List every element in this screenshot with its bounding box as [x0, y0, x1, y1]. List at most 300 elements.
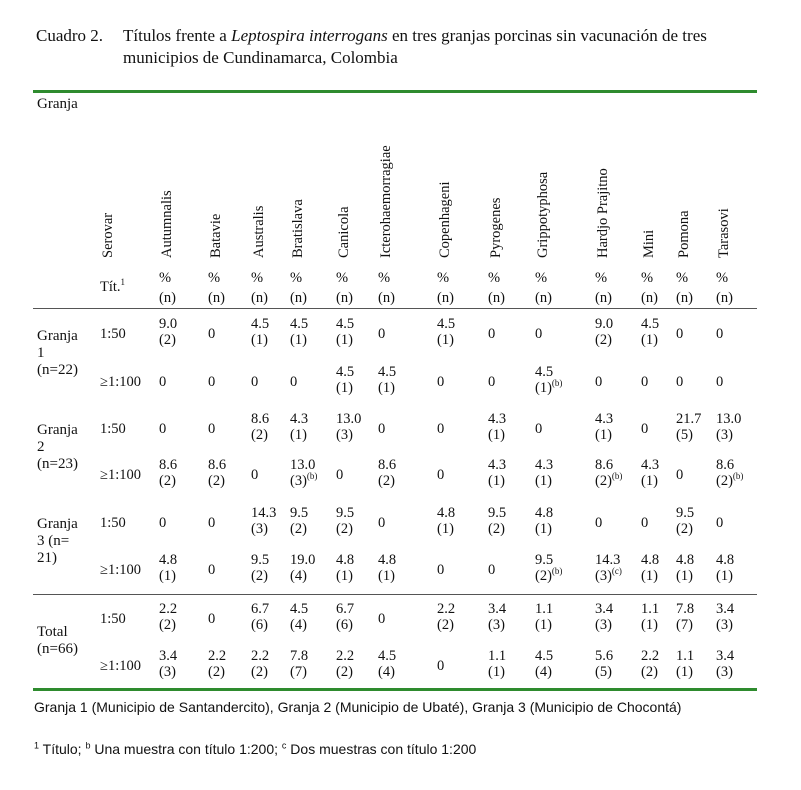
cell-n: $(3)^{(b)}$: [290, 471, 318, 489]
tit-value: ≥1:100: [100, 374, 141, 390]
cell-n: (7): [676, 617, 693, 633]
cell-pct: 1.1: [488, 648, 507, 664]
pct-label: %: [535, 270, 548, 286]
cell-n: (5): [595, 664, 612, 680]
granja-header: Granja: [37, 96, 78, 112]
footnote-c-text: Dos muestras con título 1:200: [286, 741, 477, 757]
table-cell: [208, 648, 226, 680]
cell-n: (1): [488, 473, 505, 489]
table-cell: [437, 562, 444, 578]
table-cell: [595, 411, 613, 443]
cell-n: $(3)^{(c)}$: [595, 566, 622, 584]
cell-pct: 3.4: [488, 601, 507, 617]
table-cell: [251, 648, 269, 680]
cell-pct: 9.0: [159, 316, 178, 332]
cell-n: (3): [336, 427, 353, 443]
cell-n: (4): [535, 664, 552, 680]
cell-n: (1): [159, 568, 176, 584]
cell-pct: 0: [378, 421, 386, 437]
table-cell: [290, 648, 308, 680]
cell-pct: 0: [336, 467, 344, 483]
cell-pct: 0: [676, 326, 684, 342]
table-cell: [676, 505, 694, 537]
cell-pct: 0: [676, 374, 684, 390]
cell-n: (1): [488, 427, 505, 443]
cell-n: (1): [676, 664, 693, 680]
cell-pct: 8.6: [595, 457, 614, 473]
cell-pct: 0: [208, 374, 216, 390]
pct-label: %: [336, 270, 349, 286]
cell-n: (2): [488, 521, 505, 537]
table-cell: [595, 457, 622, 489]
cell-pct: 14.3: [595, 552, 621, 568]
table-cell: [378, 552, 396, 584]
cell-pct: 4.8: [336, 552, 355, 568]
cell-pct: 2.2: [641, 648, 660, 664]
cell-pct: 2.2: [159, 601, 178, 617]
table-cell: [676, 648, 694, 680]
cell-pct: 0: [208, 611, 216, 627]
cell-pct: 3.4: [716, 648, 735, 664]
group-label: [37, 422, 78, 473]
footnote-b-text: Una muestra con título 1:200;: [90, 741, 282, 757]
cell-pct: 4.5: [437, 316, 456, 332]
pct-label: %: [159, 270, 172, 286]
cell-pct: 4.8: [641, 552, 660, 568]
footnote-farms: Granja 1 (Municipio de Santandercito), Granja 2 (Municipio de Ubaté), Granja 3 (Municipio de Chocontá): [34, 699, 682, 715]
n-label: (n): [159, 290, 176, 306]
serovar-col-copenhageni: Copenhageni: [437, 181, 453, 258]
cell-pct: 6.7: [251, 601, 270, 617]
table-cell: [290, 552, 315, 584]
cell-pct: 0: [251, 374, 259, 390]
cell-n: (1): [437, 521, 454, 537]
cell-pct: 0: [437, 562, 445, 578]
cell-pct: 6.7: [336, 601, 355, 617]
cell-n: (3): [716, 664, 733, 680]
pct-label: %: [676, 270, 689, 286]
table-cell: [535, 326, 542, 342]
cell-pct: 1.1: [535, 601, 554, 617]
top-rule: [33, 90, 757, 93]
cell-pct: 0: [290, 374, 298, 390]
table-cell: [290, 505, 308, 537]
cell-n: (2): [378, 473, 395, 489]
cell-n: (1): [716, 568, 733, 584]
cell-pct: 4.3: [641, 457, 660, 473]
table-cell: [378, 421, 385, 437]
serovar-col-autumnalis: Autumnalis: [159, 190, 175, 258]
table-cell: [208, 611, 215, 627]
footnote-sup-1: 1: [34, 740, 40, 751]
table-cell: [336, 316, 354, 348]
cell-n: (3): [159, 664, 176, 680]
cell-n: (1): [641, 473, 658, 489]
serovar-col-grippotyphosa: Grippotyphosa: [535, 171, 551, 258]
table-cell: [208, 374, 215, 390]
footnote-titulo: Título;: [39, 741, 86, 757]
caption-text-post: en tres granjas porcinas sin vacunación de tres municipios de Cundinamarca, Colombia: [123, 26, 707, 67]
table-cell: [488, 374, 495, 390]
table-cell: [676, 552, 694, 584]
cell-n: (4): [378, 664, 395, 680]
table-cell: [159, 601, 177, 633]
serovar-col-pomona: Pomona: [676, 210, 692, 258]
cell-pct: 0: [437, 374, 445, 390]
table-cell: [208, 515, 215, 531]
cell-n: (1): [488, 664, 505, 680]
table-cell: [535, 505, 553, 537]
cell-pct: 1.1: [641, 601, 660, 617]
n-label: (n): [488, 290, 505, 306]
table-cell: [716, 515, 723, 531]
table-cell: [437, 505, 455, 537]
cell-pct: 0: [535, 326, 543, 342]
cell-n: $(1)^{(b)}$: [535, 378, 563, 396]
cell-n: (3): [488, 617, 505, 633]
cell-pct: 4.5: [378, 648, 397, 664]
cell-pct: 8.6: [716, 457, 735, 473]
table-cell: [488, 411, 506, 443]
cell-pct: 0: [595, 374, 603, 390]
cell-n: (2): [159, 332, 176, 348]
cell-pct: 14.3: [251, 505, 277, 521]
table-cell: [208, 457, 226, 489]
cell-pct: 4.8: [716, 552, 735, 568]
cell-n: (2): [208, 664, 225, 680]
table-cell: [159, 374, 166, 390]
footnote-sup-c: c: [281, 740, 287, 751]
table-cell: [716, 552, 734, 584]
table-cell: [676, 411, 701, 443]
group-label: [37, 624, 78, 658]
table-cell: [251, 316, 269, 348]
cell-note: (b): [732, 471, 744, 482]
table-cell: [488, 601, 506, 633]
cell-n: (1): [290, 427, 307, 443]
cell-pct: 9.5: [251, 552, 270, 568]
pct-label: %: [251, 270, 264, 286]
serovar-col-bratislava: Bratislava: [290, 199, 306, 258]
cell-pct: 0: [535, 421, 543, 437]
n-label: (n): [716, 290, 733, 306]
cell-pct: 3.4: [595, 601, 614, 617]
cell-pct: 0: [641, 515, 649, 531]
table-cell: [290, 601, 308, 633]
table-cell: [290, 374, 297, 390]
cell-pct: 0: [437, 658, 445, 674]
table-cell: [535, 421, 542, 437]
cell-n: (2): [208, 473, 225, 489]
group-label: [37, 328, 78, 379]
table-cell: [437, 658, 444, 674]
cell-note: (b): [551, 378, 563, 389]
cell-pct: 7.8: [676, 601, 695, 617]
group-label: [37, 516, 78, 567]
table-cell: [251, 411, 269, 443]
cell-pct: 2.2: [251, 648, 270, 664]
cell-n: (2): [251, 427, 268, 443]
table-cell: [437, 374, 444, 390]
table-cell: [159, 421, 166, 437]
cell-n: (1): [535, 617, 552, 633]
tit-value: 1:50: [100, 611, 126, 627]
table-cell: [716, 601, 734, 633]
caption-number: Cuadro 2.: [36, 26, 104, 45]
cell-pct: 0: [208, 562, 216, 578]
cell-pct: 0: [595, 515, 603, 531]
cell-n: (1): [251, 332, 268, 348]
table-cell: [595, 515, 602, 531]
table-cell: [437, 421, 444, 437]
caption-species: Leptospira interrogans: [231, 26, 388, 45]
tit-value: ≥1:100: [100, 562, 141, 578]
cell-n: (4): [290, 568, 307, 584]
cell-pct: 0: [437, 467, 445, 483]
cell-n: (3): [716, 617, 733, 633]
cell-n: (3): [595, 617, 612, 633]
table-cell: [641, 601, 659, 633]
table-cell: [378, 515, 385, 531]
cell-pct: 0: [641, 374, 649, 390]
cell-pct: 0: [378, 326, 386, 342]
table-cell: [159, 316, 177, 348]
cell-note: (b): [551, 566, 563, 577]
n-label: (n): [290, 290, 307, 306]
table-cell: [159, 457, 177, 489]
n-label: (n): [535, 290, 552, 306]
table-cell: [488, 457, 506, 489]
pct-label: %: [290, 270, 303, 286]
cell-n: (3): [251, 521, 268, 537]
tit-sup: 1: [120, 277, 126, 288]
table-cell: [437, 316, 455, 348]
cell-pct: 0: [716, 515, 724, 531]
cell-pct: 4.5: [290, 316, 309, 332]
caption-text: [123, 25, 773, 69]
cell-n: (1): [535, 473, 552, 489]
serovar-col-hardjo-prajitno: Hardjo Prajitno: [595, 168, 611, 258]
table-cell: [641, 316, 659, 348]
cell-n: (1): [336, 568, 353, 584]
table-cell: [716, 457, 743, 489]
cell-pct: 8.6: [159, 457, 178, 473]
cell-n: $(2)^{(b)}$: [595, 471, 623, 489]
cell-pct: 0: [159, 421, 167, 437]
cell-n: (1): [336, 332, 353, 348]
table-cell: [716, 411, 741, 443]
table-cell: [378, 611, 385, 627]
cell-pct: 4.5: [535, 648, 554, 664]
cell-n: (2): [336, 664, 353, 680]
cell-pct: 8.6: [251, 411, 270, 427]
group-label-line: Total: [37, 624, 68, 640]
header-rule: [33, 308, 757, 309]
cell-n: (1): [641, 617, 658, 633]
n-label: (n): [336, 290, 353, 306]
cell-note: (b): [306, 471, 318, 482]
table-cell: [716, 648, 734, 680]
cell-n: (4): [290, 617, 307, 633]
n-label: (n): [595, 290, 612, 306]
cell-pct: 21.7: [676, 411, 702, 427]
table-cell: [336, 552, 354, 584]
group-label-line: 2: [37, 439, 45, 455]
n-label: (n): [378, 290, 395, 306]
table-cell: [595, 601, 613, 633]
cell-pct: 4.3: [290, 411, 309, 427]
cell-pct: 1.1: [676, 648, 695, 664]
cell-pct: 3.4: [716, 601, 735, 617]
table-cell: [716, 374, 723, 390]
table-cell: [378, 326, 385, 342]
cell-n: (1): [641, 332, 658, 348]
pct-label: %: [488, 270, 501, 286]
cell-n: (2): [641, 664, 658, 680]
cell-pct: 2.2: [336, 648, 355, 664]
bottom-rule: [33, 688, 757, 691]
cell-n: (2): [595, 332, 612, 348]
cell-n: (1): [595, 427, 612, 443]
serovar-col-mini: Mini: [641, 229, 657, 258]
cell-pct: 4.5: [290, 601, 309, 617]
cell-pct: 5.6: [595, 648, 614, 664]
table-cell: [535, 601, 553, 633]
cell-n: (6): [251, 617, 268, 633]
cell-pct: 4.8: [378, 552, 397, 568]
pct-label: %: [641, 270, 654, 286]
cell-n: (2): [251, 664, 268, 680]
cell-pct: 0: [159, 515, 167, 531]
n-label: (n): [641, 290, 658, 306]
cell-n: $(2)^{(b)}$: [535, 566, 563, 584]
table-cell: [595, 648, 613, 680]
cell-pct: 0: [641, 421, 649, 437]
table-cell: [251, 467, 258, 483]
group-label-line: (n=22): [37, 362, 78, 378]
cell-n: (5): [676, 427, 693, 443]
serovar-col-canicola: Canicola: [336, 206, 352, 258]
cell-pct: 9.5: [488, 505, 507, 521]
table-cell: [676, 601, 694, 633]
cell-pct: 2.2: [437, 601, 456, 617]
table-cell: [676, 467, 683, 483]
cell-n: (1): [641, 568, 658, 584]
cell-pct: 0: [208, 421, 216, 437]
cell-pct: 4.5: [336, 364, 355, 380]
table-cell: [676, 326, 683, 342]
tit-value: 1:50: [100, 326, 126, 342]
cell-pct: 9.0: [595, 316, 614, 332]
pct-label: %: [595, 270, 608, 286]
cell-n: $(2)^{(b)}$: [716, 471, 744, 489]
table-cell: [641, 374, 648, 390]
table-cell: [336, 411, 361, 443]
group-label-line: Granja: [37, 422, 78, 438]
cell-n: (2): [437, 617, 454, 633]
pct-label: %: [378, 270, 391, 286]
group-label-line: Granja: [37, 328, 78, 344]
table-cell: [336, 601, 354, 633]
n-label: (n): [208, 290, 225, 306]
table-cell: [641, 515, 648, 531]
cell-n: (2): [676, 521, 693, 537]
cell-pct: 9.5: [290, 505, 309, 521]
cell-n: (1): [676, 568, 693, 584]
cell-pct: 4.5: [641, 316, 660, 332]
tit-value: 1:50: [100, 421, 126, 437]
total-rule: [33, 594, 757, 595]
cell-pct: 9.5: [535, 552, 554, 568]
cell-pct: 8.6: [378, 457, 397, 473]
cell-n: (1): [290, 332, 307, 348]
cell-pct: 13.0: [290, 457, 316, 473]
table-cell: [336, 505, 354, 537]
table-cell: [641, 457, 659, 489]
cell-pct: 0: [716, 374, 724, 390]
cell-pct: 0: [488, 326, 496, 342]
cell-n: (6): [336, 617, 353, 633]
table-cell: [595, 552, 622, 584]
cell-pct: 3.4: [159, 648, 178, 664]
cell-pct: 4.5: [535, 364, 554, 380]
cell-pct: 0: [437, 421, 445, 437]
table-cell: [378, 648, 396, 680]
table-cell: [159, 552, 177, 584]
cell-n: (1): [437, 332, 454, 348]
group-label-line: 3 (n=: [37, 533, 70, 549]
cell-pct: 0: [378, 611, 386, 627]
tit-value: 1:50: [100, 515, 126, 531]
cell-n: (1): [336, 380, 353, 396]
footnote-sup-b: b: [85, 740, 91, 751]
cell-n: (2): [159, 473, 176, 489]
table-cell: [208, 562, 215, 578]
cell-pct: 0: [676, 467, 684, 483]
cell-pct: 0: [378, 515, 386, 531]
cell-pct: 4.3: [595, 411, 614, 427]
serovar-col-australis: Australis: [251, 205, 267, 258]
tit-header: Tít.$^1$: [100, 277, 126, 295]
table-cell: [251, 374, 258, 390]
serovar-col-tarasovi: Tarasovi: [716, 208, 732, 258]
cell-n: (2): [336, 521, 353, 537]
cell-pct: 13.0: [336, 411, 362, 427]
group-label-line: 1: [37, 345, 45, 361]
table-cell: [437, 467, 444, 483]
table-cell: [336, 648, 354, 680]
group-label-line: (n=23): [37, 456, 78, 472]
cell-n: (2): [251, 568, 268, 584]
cell-pct: 13.0: [716, 411, 742, 427]
table-cell: [595, 374, 602, 390]
cell-pct: 4.8: [676, 552, 695, 568]
table-cell: [159, 648, 177, 680]
cell-pct: 9.5: [336, 505, 355, 521]
cell-n: (7): [290, 664, 307, 680]
table-cell: [641, 421, 648, 437]
cell-pct: 0: [159, 374, 167, 390]
cell-pct: 4.8: [535, 505, 554, 521]
cell-pct: 4.8: [159, 552, 178, 568]
tit-value: ≥1:100: [100, 467, 141, 483]
caption-text-pre: Títulos frente a: [123, 26, 232, 45]
cell-pct: 9.5: [676, 505, 695, 521]
table-cell: [535, 364, 562, 396]
serovar-header: Serovar: [100, 212, 116, 258]
table-cell: [336, 467, 343, 483]
table-cell: [378, 364, 396, 396]
